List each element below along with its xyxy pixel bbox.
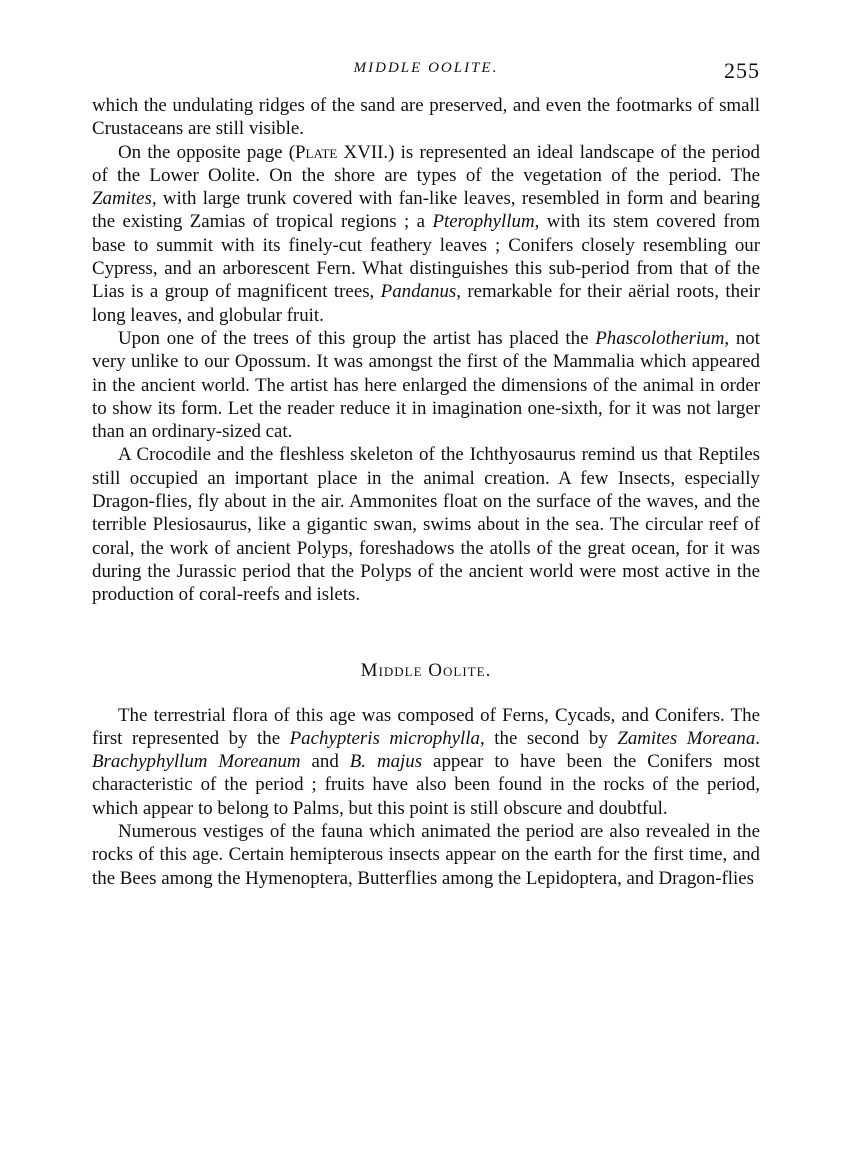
text-run: , remarkable for their aërial roots, their long leaves, and globular fruit. xyxy=(92,281,760,326)
text-run: , with its stem covered from base to summit with its finely-cut feathery leaves ; Conifers closely resembling our Cypress, and an arborescent Fern. What distinguishes this sub-period from that of the Lias is a group of magnificent trees, xyxy=(92,211,760,303)
paragraph-fauna-vestiges: Numerous vestiges of the fauna which animated the period are also revealed in the rocks of this age. Certain hemipterous insects appear on the earth for the first time, and the Bees among the Hymenoptera, Butterflies among the Lepidoptera, and Dragon-flies xyxy=(92,821,760,889)
text-run: , with large trunk covered with fan-like leaves, resembled in form and bearing the existing Zamias of tropical regions ; a xyxy=(92,188,760,233)
text-run: and xyxy=(300,751,350,773)
text-run: , the second by xyxy=(480,727,618,749)
taxon-name: Pterophyllum xyxy=(432,211,535,233)
taxon-name: Pandanus xyxy=(380,281,457,303)
taxon-name: Pachypteris microphylla xyxy=(289,727,481,749)
text-run: ) is represented an ideal landscape of the period of the Lower Oolite. On the shore are types of the vegetation of the period. The xyxy=(92,141,760,186)
paragraph-phascolotherium xyxy=(92,327,760,443)
paragraph-terrestrial-flora xyxy=(92,704,760,820)
text-run: appear to have been the Conifers most characteristic of the period ; fruits have also been found in the rocks of the period, which appear to belong to Palms, but this point is still obscure and doubtful. xyxy=(92,751,761,819)
taxon-name: B. majus xyxy=(349,751,423,773)
page-number: 255 xyxy=(724,58,760,83)
paragraph-reptiles-and-coral: A Crocodile and the fleshless skeleton of the Ichthyosaurus remind us that Reptiles still occupied an important place in the animal creation. A few Insects, especially Dragon-flies, fly about in the air. Ammonites float on the surface of the waves, and the terrible Plesiosaurus, like a gigantic swan, swims about in the sea. The circular reef of coral, the work of ancient Polyps, foreshadows the atolls of the great ocean, for it was during the Jurassic period that the Polyps of the ancient world were most active in the production of coral-reefs and islets. xyxy=(92,444,760,606)
text-run: . xyxy=(755,727,760,749)
text-run: On the opposite page ( xyxy=(118,141,296,163)
text-run: The terrestrial flora of this age was composed of Ferns, Cycads, and Conifers. The first represented by the xyxy=(92,704,760,749)
book-page xyxy=(92,58,760,890)
taxon-name: Phascolotherium xyxy=(595,327,725,349)
text-run: , not very unlike to our Opossum. It was amongst the first of the Mammalia which appeared in the ancient world. The artist has here enlarged the dimensions of the animal in order to show its form. Let the reader reduce it in imagination one-sixth, for it was not larger than an ordinary-sized cat. xyxy=(92,327,760,443)
section-heading: Middle Oolite. xyxy=(360,659,492,681)
taxon-name: Brachyphyllum Moreanum xyxy=(92,751,301,773)
running-header xyxy=(92,58,760,94)
text-run: Upon one of the trees of this group the artist has placed the xyxy=(118,327,596,349)
taxon-name: Zamites xyxy=(92,188,152,210)
taxon-name: Zamites Moreana xyxy=(617,727,756,749)
plate-reference: Plate XVII. xyxy=(295,141,389,163)
paragraph-sand-ridges: which the undulating ridges of the sand are preserved, and even the footmarks of small Crustaceans are still visible. xyxy=(92,95,760,140)
paragraph-lower-oolite-landscape xyxy=(92,141,760,327)
running-title: MIDDLE OOLITE. xyxy=(353,60,499,76)
